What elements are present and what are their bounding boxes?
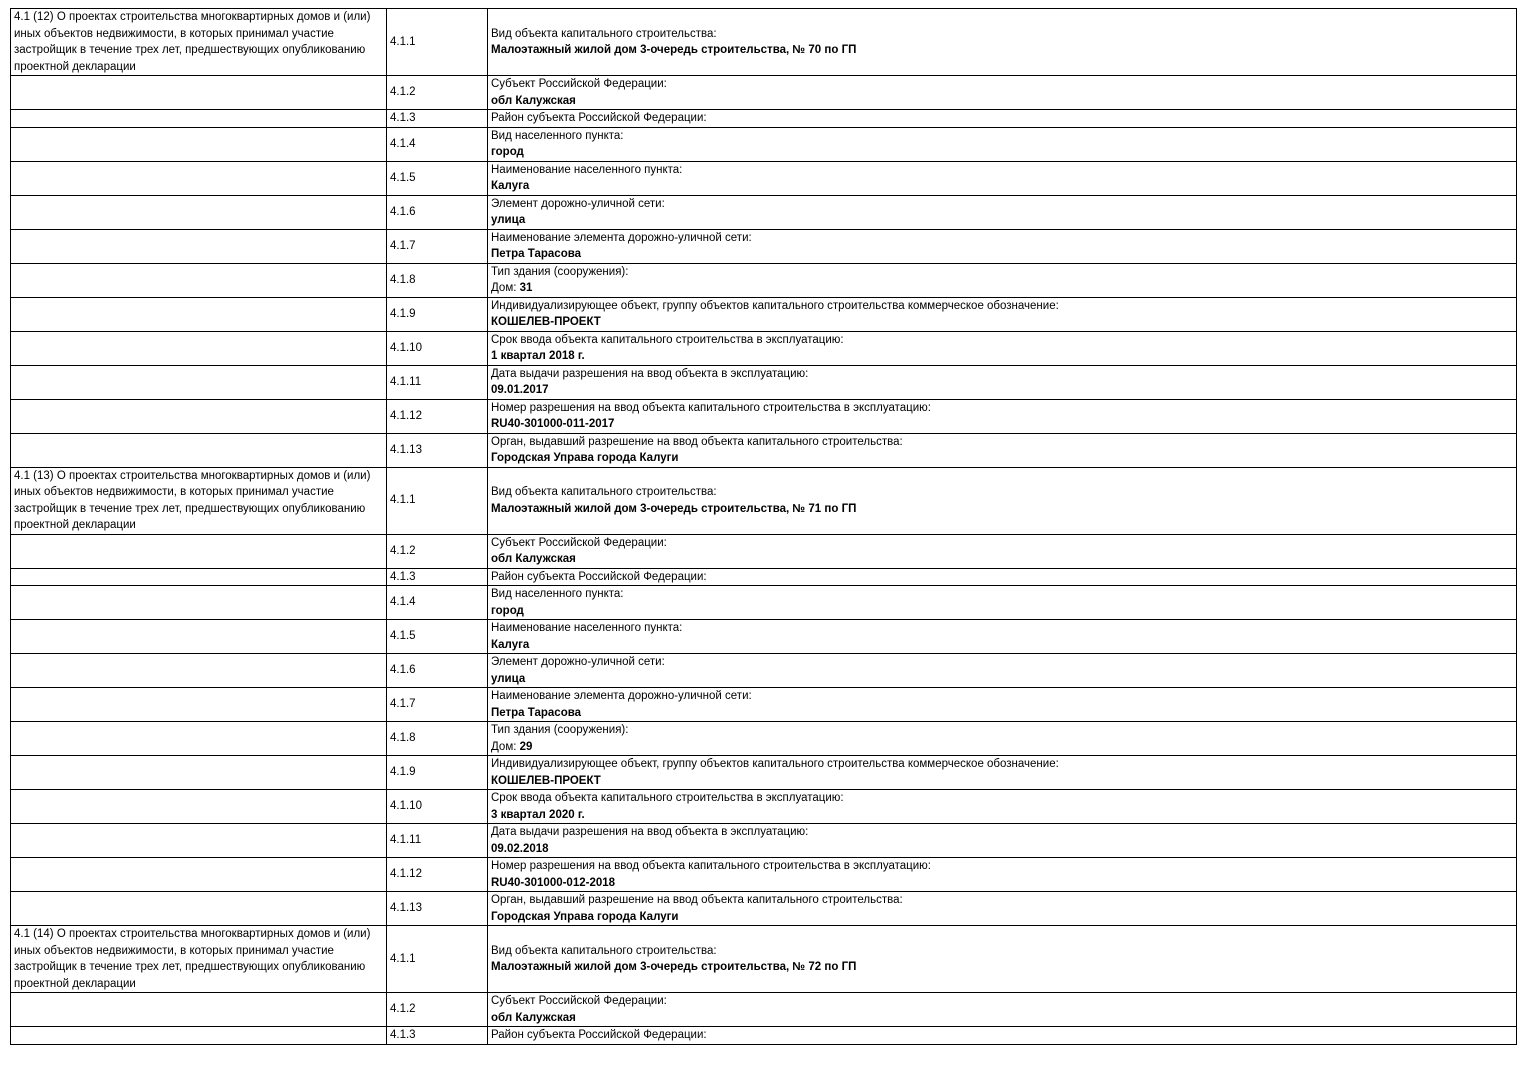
section-description: 4.1 (14) О проектах строительства многоквартирных домов и (или) иных объектов недвижимости, в которых принимал участие застройщик в течение трех лет, предшествующих опубликованию проектной декларации <box>11 926 387 993</box>
field-value <box>491 144 1513 161</box>
field-value <box>491 1010 1513 1027</box>
row-number: 4.1.3 <box>387 1027 488 1045</box>
section-description-empty <box>11 76 387 110</box>
field-label: Наименование населенного пункта: <box>491 163 683 176</box>
field-value-text: 1 квартал 2018 г. <box>491 350 585 362</box>
field-label: Орган, выдавший разрешение на ввод объекта капитального строительства: <box>491 894 903 906</box>
section-description-empty <box>11 824 387 858</box>
field-label: Наименование населенного пункта: <box>491 622 683 634</box>
row-number: 4.1.12 <box>387 399 488 433</box>
project-declaration-table <box>10 8 1517 1045</box>
field-value-text: Малоэтажный жилой дом 3-очередь строительства, № 70 по ГП <box>491 44 857 56</box>
row-content <box>488 568 1517 586</box>
row-content <box>488 1027 1517 1045</box>
field-value-text: Петра Тарасова <box>491 248 582 260</box>
row-content <box>488 993 1517 1027</box>
table-row <box>11 76 1517 110</box>
row-content <box>488 586 1517 620</box>
section-description-empty <box>11 1027 387 1045</box>
row-number: 4.1.10 <box>387 331 488 365</box>
field-value <box>491 875 1513 892</box>
row-content <box>488 892 1517 926</box>
table-row <box>11 127 1517 161</box>
field-label: Номер разрешения на ввод объекта капитального строительства в эксплуатацию: <box>491 401 931 414</box>
section-description-empty <box>11 722 387 756</box>
row-number: 4.1.5 <box>387 620 488 654</box>
field-label: Вид населенного пункта: <box>491 588 624 600</box>
field-label: Район субъекта Российской Федерации: <box>491 112 707 124</box>
field-value-text: Городская Управа города Калуги <box>491 910 679 923</box>
section-description-empty <box>11 534 387 568</box>
field-value <box>491 246 1513 263</box>
field-value-prefix: Дом: <box>491 282 520 294</box>
table-row <box>11 688 1517 722</box>
row-number: 4.1.7 <box>387 229 488 263</box>
row-number: 4.1.13 <box>387 433 488 467</box>
field-value <box>491 450 1513 467</box>
row-content <box>488 263 1517 297</box>
field-value-text: 29 <box>519 740 533 753</box>
field-value <box>491 314 1513 331</box>
field-label: Элемент дорожно-уличной сети: <box>491 656 665 668</box>
table-row <box>11 195 1517 229</box>
field-value-prefix: Дом: <box>491 740 520 753</box>
table-row <box>11 892 1517 926</box>
table-row <box>11 722 1517 756</box>
field-value <box>491 671 1513 688</box>
field-value-text: обл Калужская <box>491 553 576 565</box>
table-row <box>11 790 1517 824</box>
row-number: 4.1.8 <box>387 263 488 297</box>
table-row <box>11 365 1517 399</box>
table-row <box>11 586 1517 620</box>
table-row <box>11 433 1517 467</box>
field-label: Наименование элемента дорожно-уличной сети: <box>491 231 752 244</box>
section-description-empty <box>11 110 387 128</box>
table-row <box>11 993 1517 1027</box>
field-value-text: Малоэтажный жилой дом 3-очередь строительства, № 72 по ГП <box>491 961 857 973</box>
row-number: 4.1.1 <box>387 9 488 76</box>
field-label: Индивидуализирующее объект, группу объектов капитального строительства коммерческое обозначение: <box>491 299 1059 312</box>
field-label: Орган, выдавший разрешение на ввод объекта капитального строительства: <box>491 435 903 448</box>
row-content <box>488 654 1517 688</box>
row-content <box>488 161 1517 195</box>
field-value-text: 09.02.2018 <box>491 842 549 855</box>
field-value <box>491 603 1513 620</box>
row-number: 4.1.13 <box>387 892 488 926</box>
row-content <box>488 620 1517 654</box>
table-row <box>11 263 1517 297</box>
field-value <box>491 637 1513 654</box>
row-content <box>488 534 1517 568</box>
table-row <box>11 161 1517 195</box>
row-number: 4.1.3 <box>387 110 488 128</box>
field-value-text: 3 квартал 2020 г. <box>491 808 585 821</box>
row-content <box>488 127 1517 161</box>
row-content <box>488 688 1517 722</box>
field-value-text: Городская Управа города Калуги <box>491 452 679 464</box>
field-value-text: Калуга <box>491 638 530 651</box>
field-value-text: улица <box>491 214 526 226</box>
field-label: Срок ввода объекта капитального строительства в эксплуатацию: <box>491 792 844 804</box>
row-content <box>488 399 1517 433</box>
row-number: 4.1.7 <box>387 688 488 722</box>
row-content <box>488 433 1517 467</box>
field-label: Вид объекта капитального строительства: <box>491 27 717 40</box>
row-number: 4.1.1 <box>387 467 488 534</box>
field-value-text: улица <box>491 672 526 685</box>
field-value <box>491 348 1513 365</box>
field-label: Вид объекта капитального строительства: <box>491 944 717 957</box>
section-description-empty <box>11 195 387 229</box>
field-value-text: Петра Тарасова <box>491 706 582 719</box>
field-value <box>491 212 1513 229</box>
section-description-empty <box>11 993 387 1027</box>
field-value-text: город <box>491 604 524 617</box>
field-value-text: Малоэтажный жилой дом 3-очередь строительства, № 71 по ГП <box>491 502 857 515</box>
section-description-empty <box>11 399 387 433</box>
row-number: 4.1.9 <box>387 297 488 331</box>
table-row <box>11 568 1517 586</box>
row-number: 4.1.5 <box>387 161 488 195</box>
field-label: Номер разрешения на ввод объекта капитального строительства в эксплуатацию: <box>491 860 931 872</box>
field-value <box>491 739 1513 756</box>
field-value <box>491 501 1513 518</box>
table-row <box>11 399 1517 433</box>
table-row <box>11 1027 1517 1045</box>
row-content <box>488 76 1517 110</box>
table-row <box>11 331 1517 365</box>
table-row <box>11 858 1517 892</box>
section-description-empty <box>11 892 387 926</box>
row-content <box>488 331 1517 365</box>
section-description-empty <box>11 297 387 331</box>
section-description-empty <box>11 790 387 824</box>
row-content <box>488 297 1517 331</box>
field-value <box>491 705 1513 722</box>
row-content <box>488 722 1517 756</box>
table-row <box>11 534 1517 568</box>
field-value-text: RU40-301000-011-2017 <box>491 418 615 430</box>
row-content <box>488 756 1517 790</box>
table-row <box>11 620 1517 654</box>
field-label: Субъект Российской Федерации: <box>491 995 667 1007</box>
section-description-empty <box>11 127 387 161</box>
table-row <box>11 756 1517 790</box>
row-content <box>488 195 1517 229</box>
row-content <box>488 858 1517 892</box>
section-description: 4.1 (13) О проектах строительства многоквартирных домов и (или) иных объектов недвижимости, в которых принимал участие застройщик в течение трех лет, предшествующих опубликованию проектной декларации <box>11 467 387 534</box>
field-value <box>491 807 1513 824</box>
projects-table-body <box>11 9 1517 1045</box>
field-label: Наименование элемента дорожно-уличной сети: <box>491 690 752 702</box>
table-row <box>11 110 1517 128</box>
row-number: 4.1.11 <box>387 365 488 399</box>
section-description-empty <box>11 433 387 467</box>
row-number: 4.1.3 <box>387 568 488 586</box>
field-value-text: обл Калужская <box>491 1011 576 1024</box>
field-value <box>491 841 1513 858</box>
section-description-empty <box>11 568 387 586</box>
row-content <box>488 824 1517 858</box>
field-value <box>491 42 1513 59</box>
field-value-text: КОШЕЛЕВ-ПРОЕКТ <box>491 316 601 328</box>
field-value <box>491 959 1513 976</box>
table-row <box>11 9 1517 76</box>
row-content <box>488 110 1517 128</box>
field-value-text: 09.01.2017 <box>491 384 549 396</box>
row-number: 4.1.6 <box>387 195 488 229</box>
field-value-text: обл Калужская <box>491 94 576 107</box>
row-content <box>488 926 1517 993</box>
row-number: 4.1.4 <box>387 127 488 161</box>
section-description-empty <box>11 688 387 722</box>
table-row <box>11 229 1517 263</box>
section-description: 4.1 (12) О проектах строительства многоквартирных домов и (или) иных объектов недвижимости, в которых принимал участие застройщик в течение трех лет, предшествующих опубликованию проектной декларации <box>11 9 387 76</box>
section-description-empty <box>11 365 387 399</box>
row-content <box>488 790 1517 824</box>
field-value <box>491 773 1513 790</box>
row-number: 4.1.12 <box>387 858 488 892</box>
section-description-empty <box>11 331 387 365</box>
field-label: Элемент дорожно-уличной сети: <box>491 197 665 210</box>
row-number: 4.1.2 <box>387 76 488 110</box>
row-number: 4.1.8 <box>387 722 488 756</box>
row-content <box>488 9 1517 76</box>
field-value <box>491 416 1513 433</box>
row-content <box>488 365 1517 399</box>
section-description-empty <box>11 654 387 688</box>
section-description-empty <box>11 586 387 620</box>
row-number: 4.1.2 <box>387 993 488 1027</box>
field-label: Индивидуализирующее объект, группу объектов капитального строительства коммерческое обозначение: <box>491 758 1059 770</box>
field-label: Вид населенного пункта: <box>491 129 624 142</box>
field-label: Вид объекта капитального строительства: <box>491 486 717 498</box>
row-number: 4.1.9 <box>387 756 488 790</box>
section-description-empty <box>11 161 387 195</box>
section-description-empty <box>11 620 387 654</box>
table-row <box>11 654 1517 688</box>
row-number: 4.1.1 <box>387 926 488 993</box>
field-label: Срок ввода объекта капитального строительства в эксплуатацию: <box>491 333 844 346</box>
field-value <box>491 178 1513 195</box>
table-row <box>11 926 1517 993</box>
row-content <box>488 467 1517 534</box>
section-description-empty <box>11 229 387 263</box>
section-description-empty <box>11 263 387 297</box>
field-value-text: Калуга <box>491 180 530 192</box>
field-value-text: RU40-301000-012-2018 <box>491 876 616 889</box>
field-value <box>491 280 1513 297</box>
field-label: Тип здания (сооружения): <box>491 724 629 736</box>
field-label: Субъект Российской Федерации: <box>491 536 667 549</box>
field-value <box>491 551 1513 568</box>
field-value-text: 31 <box>519 282 533 294</box>
row-number: 4.1.4 <box>387 586 488 620</box>
section-description-empty <box>11 756 387 790</box>
field-label: Район субъекта Российской Федерации: <box>491 1029 707 1041</box>
row-number: 4.1.10 <box>387 790 488 824</box>
table-row <box>11 467 1517 534</box>
field-label: Дата выдачи разрешения на ввод объекта в эксплуатацию: <box>491 826 809 838</box>
field-value <box>491 909 1513 926</box>
field-label: Субъект Российской Федерации: <box>491 78 667 90</box>
field-label: Район субъекта Российской Федерации: <box>491 570 707 583</box>
field-value <box>491 93 1513 110</box>
section-description-empty <box>11 858 387 892</box>
row-number: 4.1.6 <box>387 654 488 688</box>
field-label: Дата выдачи разрешения на ввод объекта в эксплуатацию: <box>491 367 809 380</box>
field-label: Тип здания (сооружения): <box>491 265 629 278</box>
field-value <box>491 382 1513 399</box>
field-value-text: КОШЕЛЕВ-ПРОЕКТ <box>491 774 601 787</box>
row-number: 4.1.11 <box>387 824 488 858</box>
table-row <box>11 297 1517 331</box>
field-value-text: город <box>491 146 524 158</box>
row-content <box>488 229 1517 263</box>
table-row <box>11 824 1517 858</box>
row-number: 4.1.2 <box>387 534 488 568</box>
